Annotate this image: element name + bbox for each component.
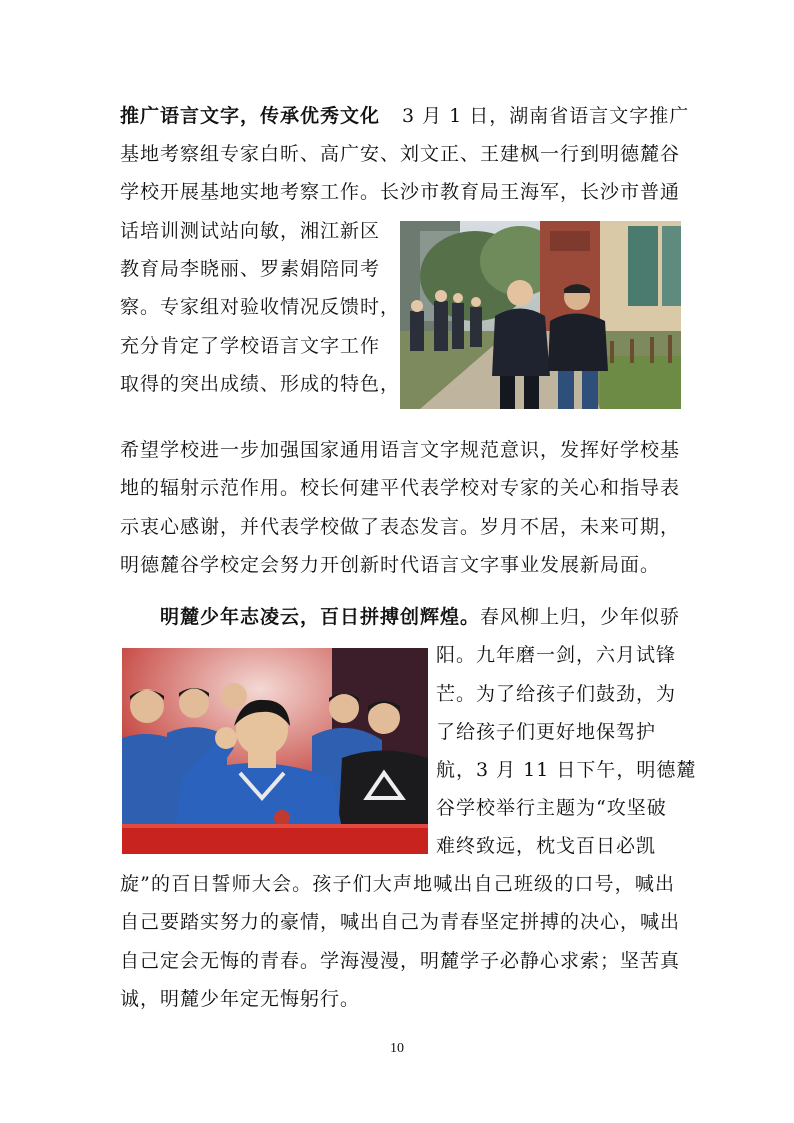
paragraph-2-line-5: 航，3 月 11 日下午，明德麓 [436, 759, 697, 781]
paragraph-1-line-9: 希望学校进一步加强国家通用语言文字规范意识，发挥好学校基 [120, 439, 681, 461]
paragraph-1-line-8: 取得的突出成绩、形成的特色， [120, 373, 401, 395]
paragraph-2-line-1 [160, 605, 680, 629]
paragraph-2-line-10: 自己定会无悔的青春。学海漫漫，明麓学子必静心求索；坚苦真 [120, 950, 681, 972]
paragraph-2-line-3: 芒。为了给孩子们鼓劲，为 [436, 683, 677, 705]
section-2-heading: 明麓少年志凌云，百日拼搏创辉煌。 [160, 606, 481, 628]
paragraph-1-line-6: 察。专家组对验收情况反馈时， [120, 296, 401, 318]
section-1-heading: 推广语言文字，传承优秀文化 [120, 105, 381, 127]
paragraph-1-line-3: 学校开展基地实地考察工作。长沙市教育局王海军，长沙市普通 [120, 181, 681, 203]
paragraph-2-line-6: 谷学校举行主题为“攻坚破 [436, 797, 667, 819]
paragraph-1-line-5: 教育局李晓丽、罗素娟陪同考 [120, 258, 381, 280]
paragraph-1-line-11: 示衷心感谢，并代表学校做了表态发言。岁月不居，未来可期， [120, 516, 681, 538]
paragraph-2-line-9: 自己要踏实努力的豪情，喊出自己为青春坚定拼搏的决心，喊出 [120, 911, 681, 933]
paragraph-2-line-2: 阳。九年磨一剑，六月试锋 [436, 644, 677, 666]
paragraph-2-text: 春风柳上归，少年似骄 [480, 606, 681, 628]
paragraph-1-line-12: 明德麓谷学校定会努力开创新时代语言文字事业发展新局面。 [120, 554, 661, 576]
inspection-team-illustration [400, 221, 681, 409]
pledge-rally-photo [122, 648, 428, 854]
paragraph-1-line-7: 充分肯定了学校语言文字工作 [120, 335, 381, 357]
paragraph-1-line-10: 地的辐射示范作用。校长何建平代表学校对专家的关心和指导表 [120, 477, 681, 499]
paragraph-1-text: 3 月 1 日，湖南省语言文字推广 [402, 105, 690, 127]
paragraph-1-line-1 [120, 104, 689, 128]
paragraph-2-line-11: 诚，明麓少年定无悔躬行。 [120, 988, 361, 1010]
paragraph-2-line-8: 旋”的百日誓师大会。孩子们大声地喊出自己班级的口号，喊出 [120, 873, 675, 895]
inspection-team-photo [400, 221, 681, 409]
pledge-rally-illustration [122, 648, 428, 854]
paragraph-2-line-7: 难终致远，枕戈百日必凯 [436, 835, 657, 857]
page-number: 10 [390, 1041, 404, 1056]
paragraph-1-line-4: 话培训测试站向敏，湘江新区 [120, 220, 381, 242]
paragraph-2-line-4: 了给孩子们更好地保驾护 [436, 721, 657, 743]
paragraph-1-line-2: 基地考察组专家白昕、高广安、刘文正、王建枫一行到明德麓谷 [120, 143, 681, 165]
